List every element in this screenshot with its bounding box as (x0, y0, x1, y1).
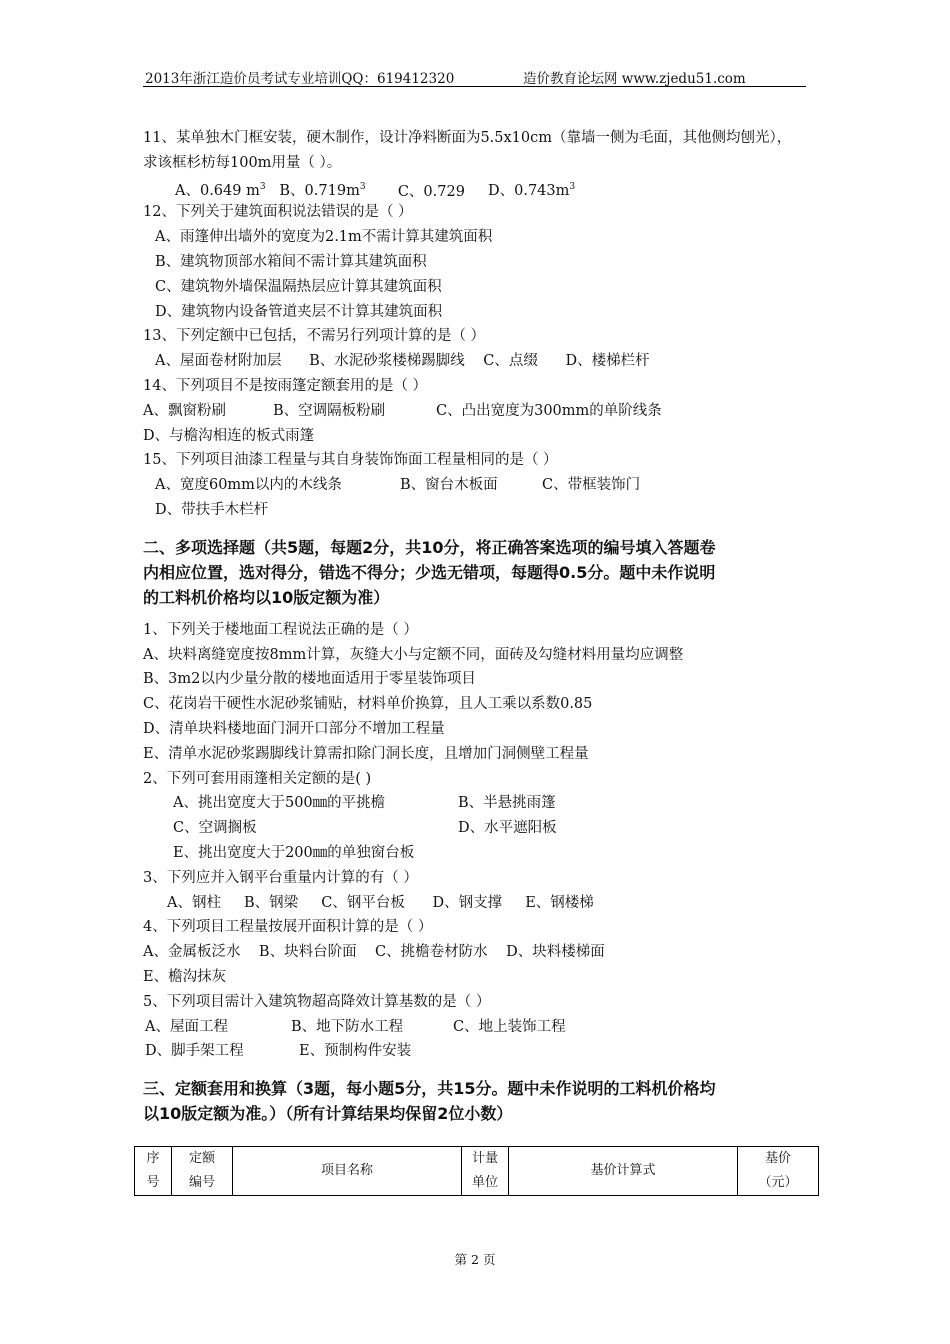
q14-option-c: C、凸出宽度为300mm的单阶线条 (436, 402, 662, 419)
m3-option-a: A、钢柱 (167, 894, 221, 911)
header-left: 2013年浙江造价员考试专业培训QQ：619412320 (145, 71, 455, 87)
m4-option-e: E、檐沟抹灰 (143, 968, 227, 985)
col-unit: 计量 单位 (462, 1147, 509, 1196)
q13-option-b: B、水泥砂浆楼梯踢脚线 (309, 353, 465, 370)
m1-option-d: D、清单块料楼地面门洞开口部分不增加工程量 (143, 720, 445, 737)
m4-option-b: B、块料台阶面 (258, 944, 357, 961)
q12-option-a: A、雨篷伸出墙外的宽度为2.1m不需计算其建筑面积 (155, 229, 493, 246)
q11-option-c: C、0.729 (397, 183, 465, 200)
q14-option-a: A、飘窗粉刷 (143, 402, 226, 419)
q14-stem: 14、下列项目不是按雨篷定额套用的是（ ） (143, 377, 428, 394)
m5-option-b: B、地下防水工程 (291, 1018, 404, 1035)
q13-stem: 13、下列定额中已包括，不需另行列项计算的是（ ） (143, 328, 486, 345)
q14-option-d: D、与檐沟相连的板式雨篷 (143, 427, 315, 444)
m1-option-a: A、块料离缝宽度按8mm计算，灰缝大小与定额不同，面砖及勾缝材料用量均应调整 (143, 646, 684, 663)
section-3-heading: 三、定额套用和换算（3题，每小题5分，共15分。题中未作说明的工料机价格均 以10版定额为准。）（所有计算结果均保留2位小数） (143, 1079, 716, 1124)
col-base-price: 基价 （元） (738, 1147, 819, 1196)
page-number: 第 2 页 (454, 1252, 496, 1267)
q15-stem: 15、下列项目油漆工程量与其自身装饰饰面工程量相同的是（ ） (143, 452, 558, 469)
m2-stem: 2、下列可套用雨篷相关定额的是( ) (143, 770, 372, 787)
q12-option-c: C、建筑物外墙保温隔热层应计算其建筑面积 (155, 278, 442, 295)
table-header-row (135, 1147, 819, 1196)
q12-stem: 12、下列关于建筑面积说法错误的是（ ） (143, 204, 413, 221)
section-2-heading: 二、多项选择题（共5题，每题2分，共10分，将正确答案选项的编号填入答题卷 内相应位置，选对得分，错选不得分；少选无错项，每题得0.5分。题中未作说明 的工料机价格均以10版定额为准） (143, 537, 716, 607)
q15-option-b: B、窗台木板面 (400, 477, 498, 494)
q14-option-b: B、空调隔板粉刷 (273, 402, 386, 419)
m4-option-d: D、块料楼梯面 (506, 944, 605, 961)
m2-options-cd (143, 816, 813, 841)
pricing-table (134, 1146, 819, 1196)
q13-option-a: A、屋面卷材附加层 (155, 353, 282, 370)
col-formula: 基价计算式 (509, 1147, 738, 1196)
m2-options-ab (143, 791, 813, 816)
header-right: 造价教育论坛网 www.zjedu51.com (523, 71, 746, 87)
m5-option-e: E、预制构件安装 (299, 1043, 412, 1060)
m3-option-e: E、钢楼梯 (525, 894, 594, 911)
page-content (143, 126, 813, 1134)
m1-option-e: E、清单水泥砂浆踢脚线计算需扣除门洞长度，且增加门洞侧壁工程量 (143, 745, 589, 762)
q13-options (143, 349, 813, 374)
q12-option-b: B、建筑物顶部水箱间不需计算其建筑面积 (155, 253, 427, 270)
m4-stem: 4、下列项目工程量按展开面积计算的是（ ） (143, 919, 433, 936)
q14-options (143, 399, 813, 424)
m3-option-c: C、钢平台板 (321, 894, 405, 911)
q11-option-d: D、$0.743m^3$ (487, 182, 576, 200)
q13-option-d: D、楼梯栏杆 (565, 353, 650, 370)
q11-option-b: B、$0.719m^3$ (279, 182, 366, 200)
m3-options (143, 891, 813, 916)
page-header (143, 64, 806, 87)
m2-option-e: E、挑出宽度大于200㎜的单独窗台板 (173, 844, 415, 861)
m1-option-c: C、花岗岩干硬性水泥砂浆铺贴，材料单价换算，且人工乘以系数0.85 (143, 696, 593, 713)
m3-stem: 3、下列应并入钢平台重量内计算的有（ ） (143, 869, 418, 886)
m3-option-b: B、钢梁 (244, 894, 299, 911)
q11-options (143, 176, 813, 201)
q13-option-c: C、点缀 (483, 353, 538, 370)
m5-stem: 5、下列项目需计入建筑物超高降效计算基数的是（ ） (143, 993, 491, 1010)
col-item-name: 项目名称 (233, 1147, 462, 1196)
m5-option-c: C、地上装饰工程 (453, 1018, 566, 1035)
m2-option-a: A、挑出宽度大于500㎜的平挑檐 (173, 795, 386, 812)
m4-options (143, 940, 813, 965)
m2-option-b: B、半悬挑雨篷 (458, 795, 556, 812)
q12-option-d: D、建筑物内设备管道夹层不计算其建筑面积 (155, 303, 443, 320)
q11-stem-1: 11、某单独木门框安装，硬木制作，设计净料断面为5.5x10cm（靠墙一侧为毛面，其他侧均刨光）， (143, 130, 792, 146)
m5-options-abc (143, 1015, 813, 1040)
col-seq: 序 号 (135, 1147, 172, 1196)
q11-stem-2: 求该框杉枋每100m用量（ ）。 (143, 154, 342, 171)
m5-option-a: A、屋面工程 (145, 1018, 228, 1035)
m1-stem: 1、下列关于楼地面工程说法正确的是（ ） (143, 621, 418, 638)
q15-option-c: C、带框装饰门 (542, 477, 641, 494)
col-quota-code: 定额 编号 (172, 1147, 233, 1196)
m2-option-c: C、空调搁板 (173, 820, 257, 837)
q15-option-d: D、带扶手木栏杆 (155, 501, 269, 518)
q11-option-a: A、0.649 $m^3$ (175, 182, 266, 200)
m2-option-d: D、水平遮阳板 (458, 820, 557, 837)
m4-option-a: A、金属板泛水 (143, 944, 241, 961)
m5-option-d: D、脚手架工程 (145, 1043, 244, 1060)
m5-options-de (143, 1039, 813, 1064)
q15-option-a: A、宽度60mm以内的木线条 (155, 477, 342, 494)
m1-option-b: B、3m2以内少量分散的楼地面适用于零星装饰项目 (143, 671, 476, 688)
m4-option-c: C、挑檐卷材防水 (375, 944, 488, 961)
q15-options (143, 473, 813, 498)
m3-option-d: D、钢支撑 (432, 894, 503, 911)
